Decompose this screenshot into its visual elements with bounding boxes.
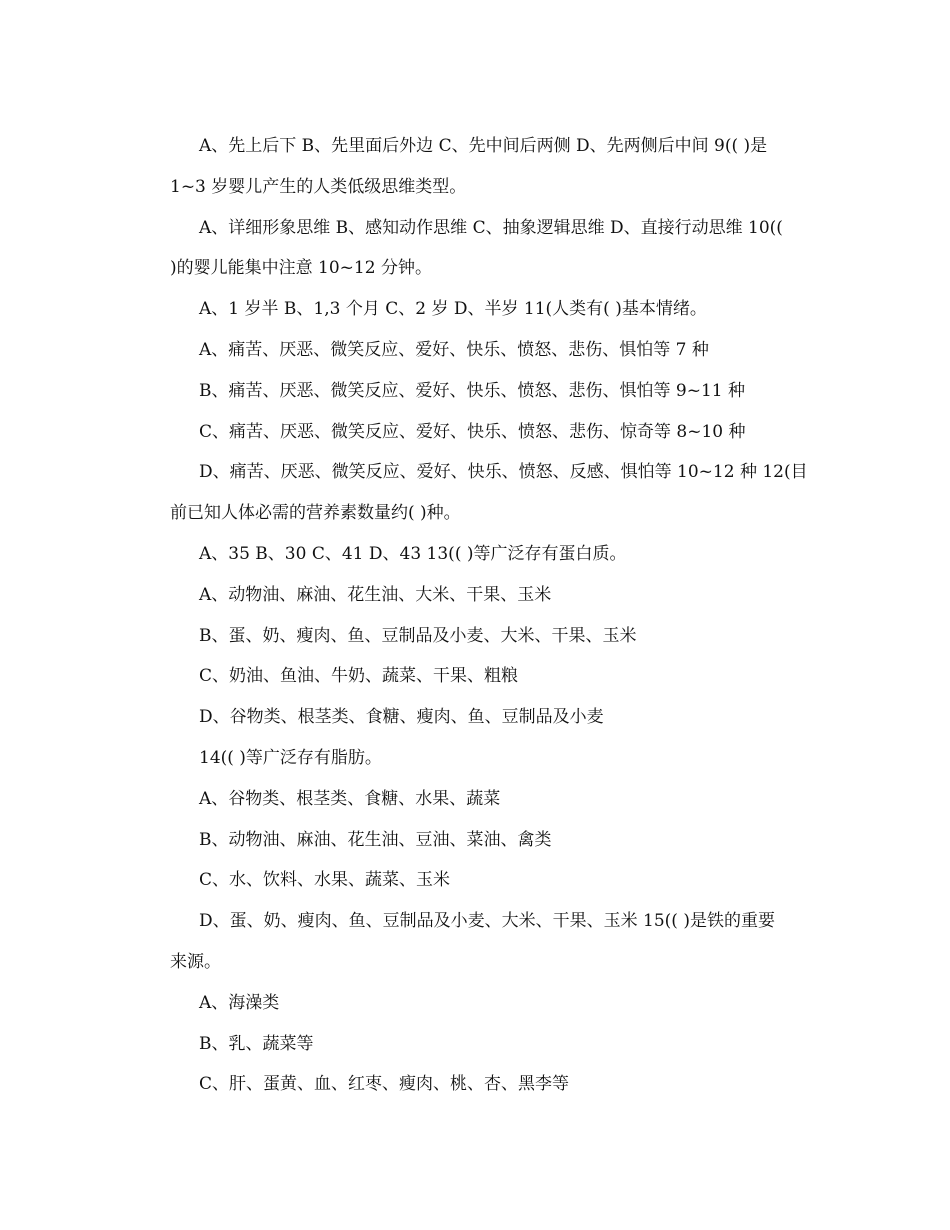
document-body <box>141 126 821 1105</box>
option-c <box>141 860 821 901</box>
text-line: C、痛苦、厌恶、微笑反应、爱好、快乐、愤怒、悲伤、惊奇等 8~10 种 <box>199 421 746 442</box>
text-line: D、蛋、奶、瘦肉、鱼、豆制品及小麦、大米、干果、玉米 15(( )是铁的重要 <box>199 911 775 932</box>
option-a <box>141 330 821 371</box>
option-a <box>141 779 821 820</box>
text-line: C、肝、蛋黄、血、红枣、瘦肉、桃、杏、黑李等 <box>199 1074 570 1095</box>
text-line: B、痛苦、厌恶、微笑反应、爱好、快乐、愤怒、悲伤、惧怕等 9~11 种 <box>199 380 745 401</box>
text-line: B、动物油、麻油、花生油、豆油、菜油、禽类 <box>199 829 552 850</box>
paragraph-q10-options <box>141 208 821 290</box>
option-a <box>141 575 821 616</box>
question-14 <box>141 738 821 779</box>
option-c <box>141 656 821 697</box>
text-line: A、35 B、30 C、41 D、43 13(( )等广泛存有蛋白质。 <box>199 543 627 564</box>
text-line: D、痛苦、厌恶、微笑反应、爱好、快乐、愤怒、反感、惧怕等 10~12 种 12(目 <box>199 462 808 483</box>
text-line: A、1 岁半 B、1,3 个月 C、2 岁 D、半岁 11(人类有( )基本情绪。 <box>199 299 707 320</box>
option-d-q15 <box>141 901 821 983</box>
text-line: A、详细形象思维 B、感知动作思维 C、抽象逻辑思维 D、直接行动思维 10(( <box>199 217 783 238</box>
text-line: A、痛苦、厌恶、微笑反应、爱好、快乐、愤怒、悲伤、惧怕等 7 种 <box>199 339 709 360</box>
option-a <box>141 983 821 1024</box>
text-line: D、谷物类、根茎类、食糖、瘦肉、鱼、豆制品及小麦 <box>199 707 604 728</box>
text-line: 来源。 <box>170 951 221 972</box>
option-b <box>141 616 821 657</box>
option-b <box>141 371 821 412</box>
text-line: 14(( )等广泛存有脂肪。 <box>199 747 382 768</box>
text-line: B、乳、蔬菜等 <box>199 1033 314 1054</box>
option-c <box>141 412 821 453</box>
option-d <box>141 697 821 738</box>
text-line: B、蛋、奶、瘦肉、鱼、豆制品及小麦、大米、干果、玉米 <box>199 625 637 646</box>
text-line: )的婴儿能集中注意 10~12 分钟。 <box>170 258 432 279</box>
option-c <box>141 1064 821 1105</box>
text-line: A、谷物类、根茎类、食糖、水果、蔬菜 <box>199 788 501 809</box>
option-b <box>141 1024 821 1065</box>
paragraph-q9-options <box>141 126 821 208</box>
text-line: A、海澡类 <box>199 992 280 1013</box>
text-line: C、奶油、鱼油、牛奶、蔬菜、干果、粗粮 <box>199 666 519 687</box>
option-b <box>141 820 821 861</box>
text-line: A、先上后下 B、先里面后外边 C、先中间后两侧 D、先两侧后中间 9(( )是 <box>199 136 768 156</box>
paragraph-q12-options <box>141 534 821 575</box>
text-line: 1~3 岁婴儿产生的人类低级思维类型。 <box>170 176 467 197</box>
paragraph-q11-options <box>141 289 821 330</box>
text-line: C、水、饮料、水果、蔬菜、玉米 <box>199 870 451 891</box>
text-line: A、动物油、麻油、花生油、大米、干果、玉米 <box>199 584 552 605</box>
option-d-q12 <box>141 452 821 534</box>
text-line: 前已知人体必需的营养素数量约( )种。 <box>170 503 461 524</box>
